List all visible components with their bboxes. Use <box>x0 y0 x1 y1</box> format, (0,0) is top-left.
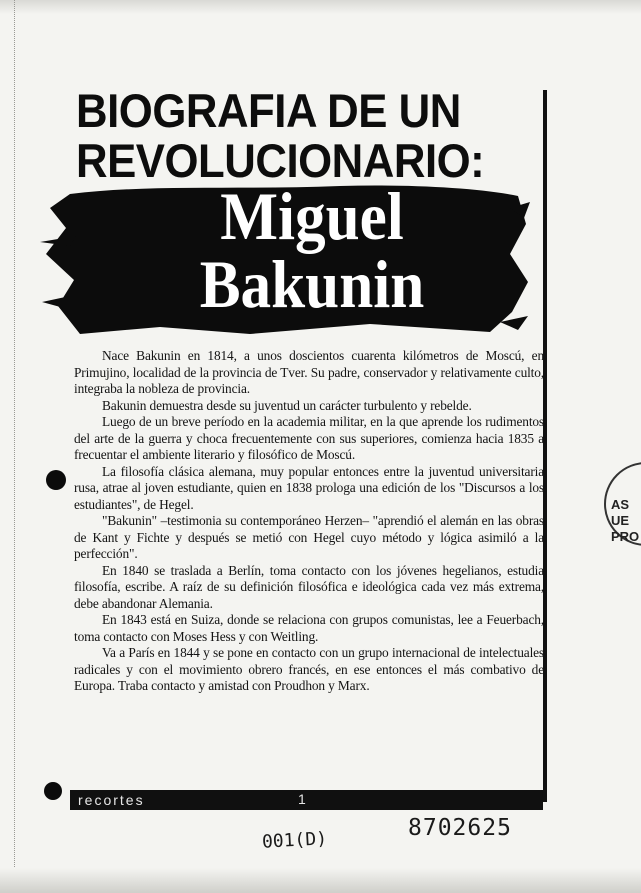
stamp-text: AS UE PRO <box>611 497 640 544</box>
archive-number: 8702625 <box>408 815 512 841</box>
footer-bar <box>70 790 543 810</box>
paragraph: Nace Bakunin en 1814, a unos doscientos cuarenta kilómetros de Moscú, en Primujino, localidad de la provincia de Tver. Su padre, conservador y relativamente culto, integraba la nobleza de provincia. <box>74 348 544 396</box>
section-label: recortes <box>78 792 145 808</box>
paragraph: En 1840 se traslada a Berlín, toma contacto con los jóvenes hegelianos, estudia filosofía, escribe. A raíz de su definición filosófica e ideológica cada vez más extrema, debe abandonar Alemania. <box>74 562 544 611</box>
page-top-edge <box>0 0 641 14</box>
article-title: BIOGRAFIA DE UN REVOLUCIONARIO: <box>76 84 485 187</box>
page-left-margin <box>0 0 15 893</box>
article-body <box>74 348 544 695</box>
paragraph: Bakunin demuestra desde su juventud un carácter turbulento y rebelde. <box>102 397 472 413</box>
paragraph: Va a París en 1844 y se pone en contacto con un grupo internacional de intelectuales radicales y con el movimiento obrero francés, en ese entonces el más combativo de Europa. Traba contacto y amistad con Proudhon y Marx. <box>74 645 544 693</box>
binder-hole-mark <box>46 470 66 490</box>
paragraph: "Bakunin" –testimonia su contemporáneo Herzen– "aprendió el alemán en las obras de Kant y Fichte y después se metió con Hegel cuyo método y lógica asimiló a la perfección". <box>74 513 544 561</box>
page-bottom-edge <box>0 868 641 893</box>
paragraph: La filosofía clásica alemana, muy popular entonces entre la juventud universitaria rusa, atrae al joven estudiante, quien en 1838 prologa una edición de los "Discursos a los estudiantes", de Hegel. <box>74 463 544 512</box>
binder-hole-mark <box>44 782 62 800</box>
paragraph: En 1843 está en Suiza, donde se relaciona con grupos comunistas, lee a Feuerbach, toma contacto con Moses Hess y con Weitling. <box>74 612 544 644</box>
paragraph: Luego de un breve período en la academia militar, en la que aprende los rudimentos del arte de la guerra y choca frecuentemente con sus superiores, comienza hacia 1835 a frecuentar el ambiente literario y filosófico de Moscú. <box>74 414 544 462</box>
handwritten-doc-code: 001(D) <box>261 828 328 853</box>
page-number: 1 <box>298 791 306 807</box>
banner-name: Miguel Bakunin <box>199 178 425 322</box>
